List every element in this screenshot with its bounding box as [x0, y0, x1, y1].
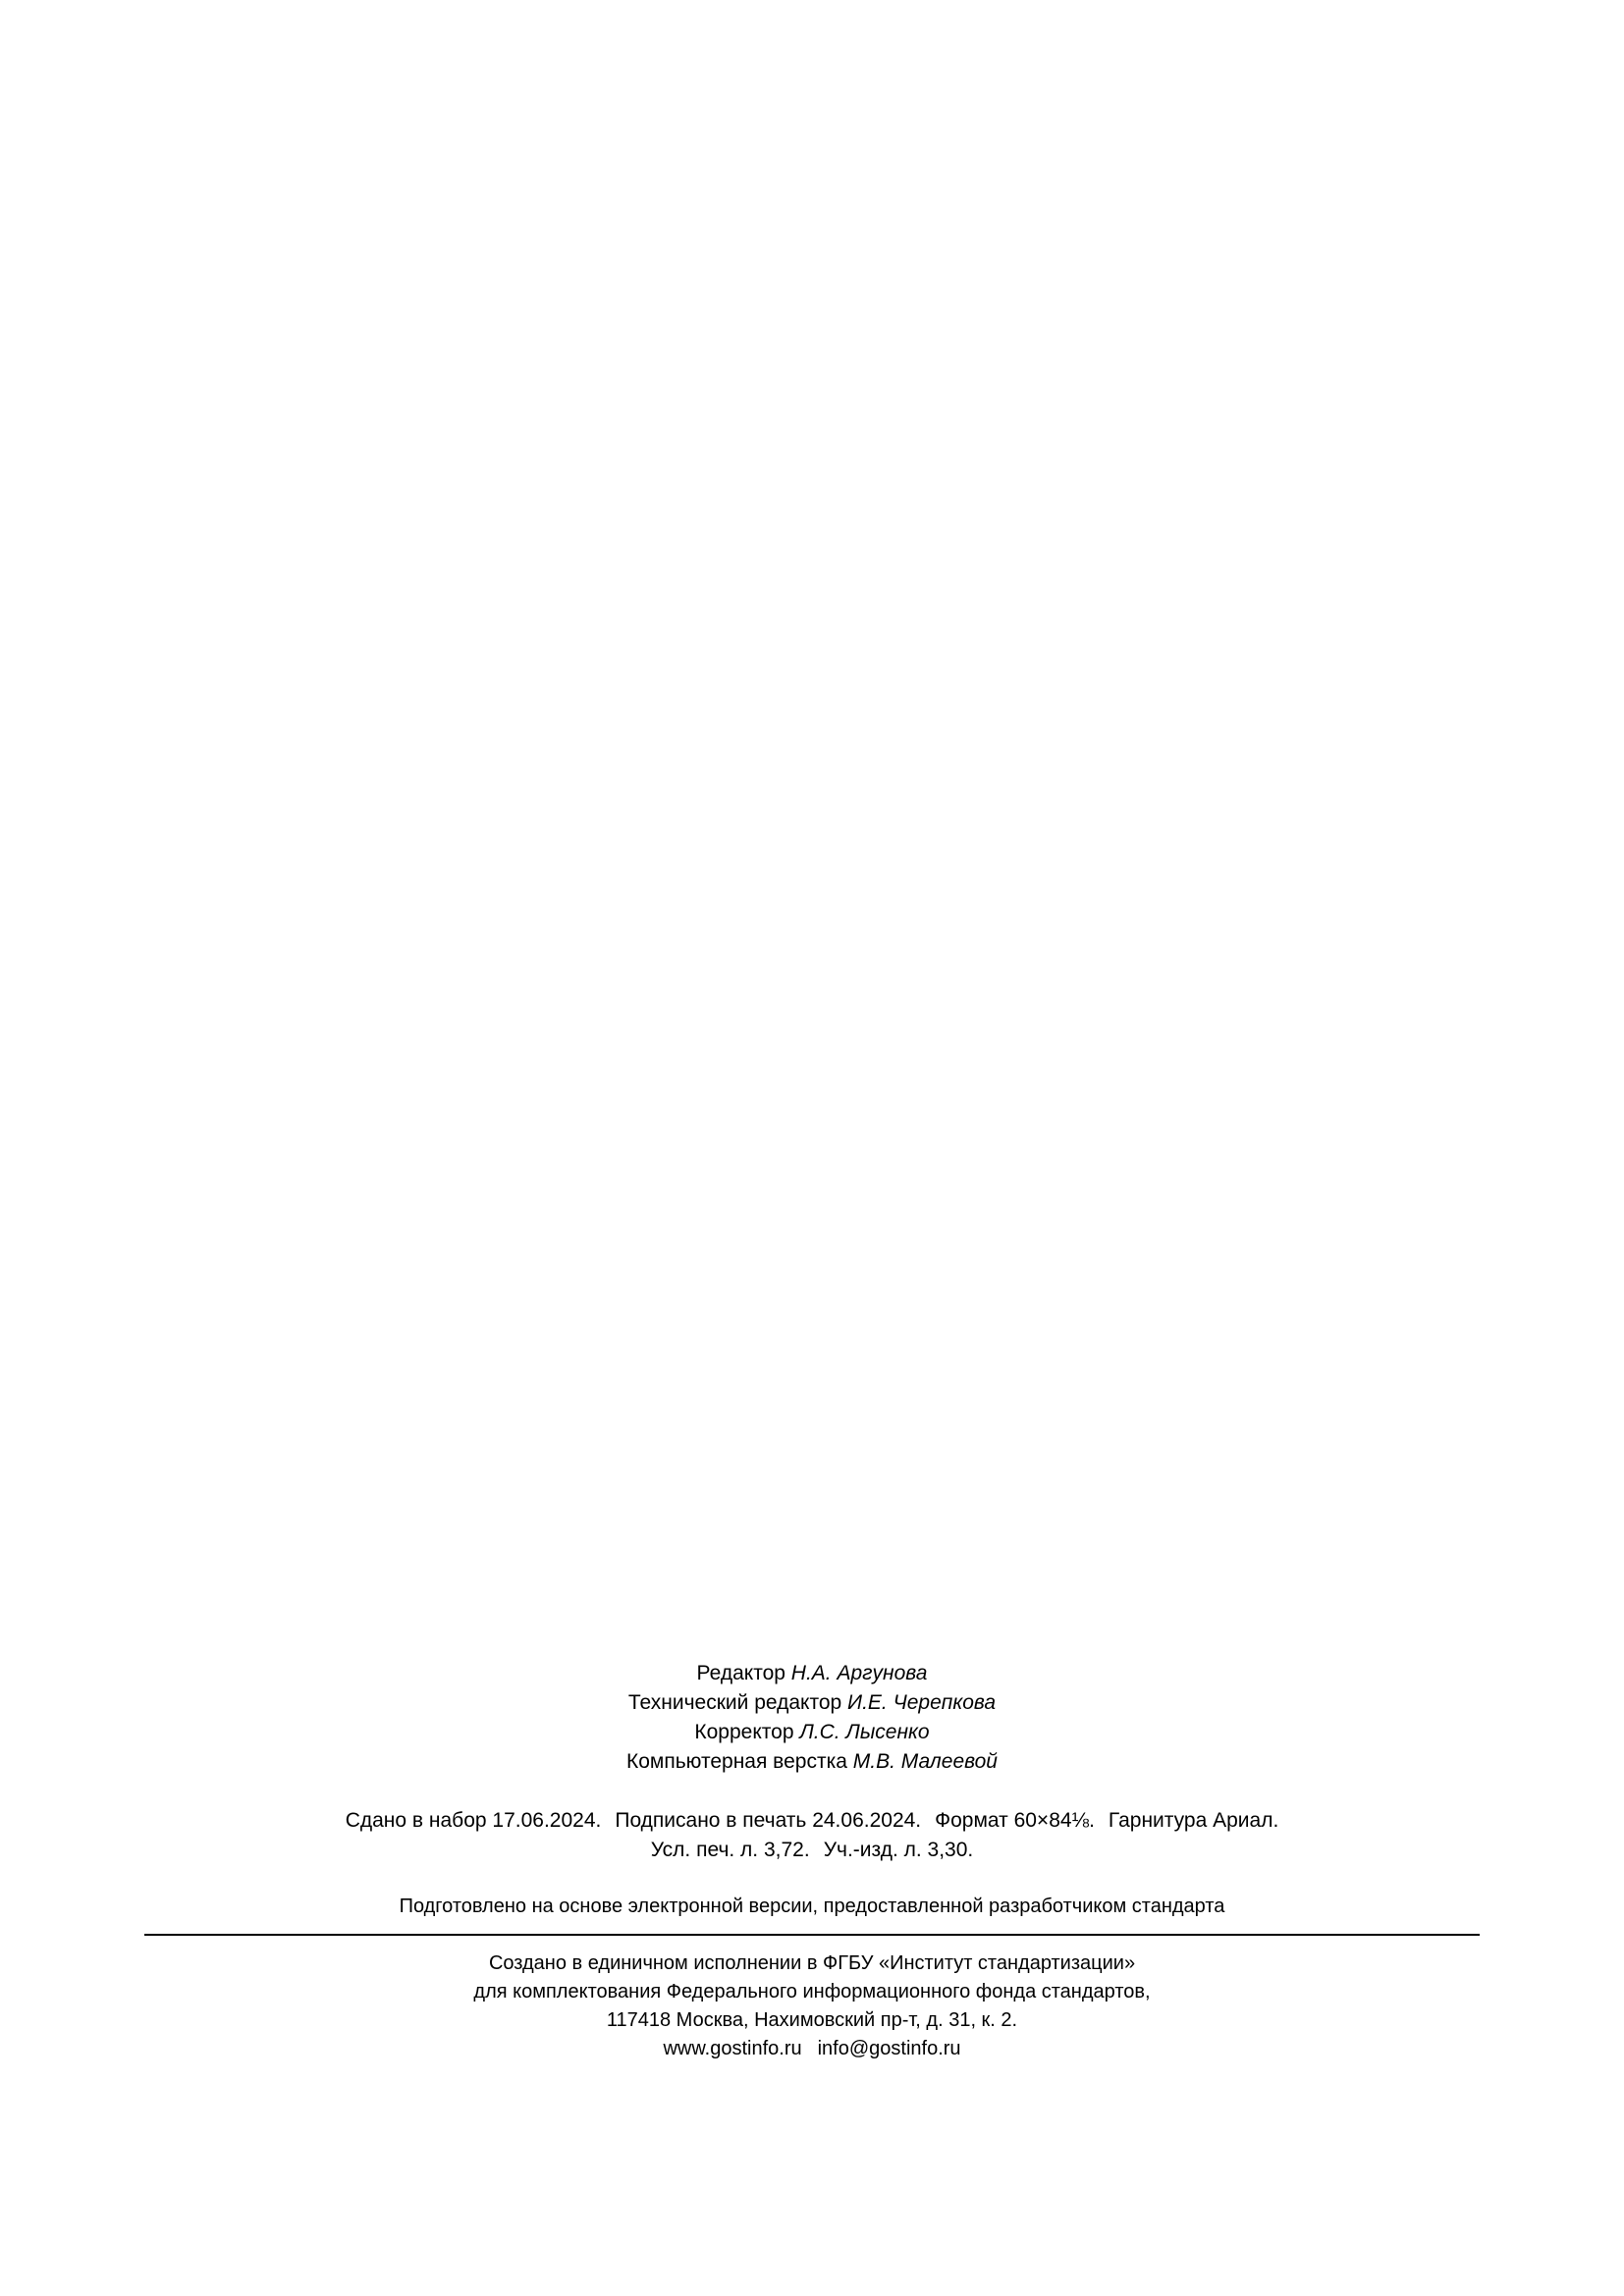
horizontal-divider	[144, 1934, 1480, 1936]
credit-layout	[0, 1747, 1624, 1777]
print-info-conventional-sheets: Усл. печ. л. 3,72.	[650, 1839, 810, 1861]
print-info-typeface: Гарнитура Ариал.	[1108, 1809, 1279, 1832]
publisher-line-2: для комплектования Федерального информационного фонда стандартов,	[473, 1981, 1151, 2002]
print-info-format: Формат 60×84⅛.	[935, 1809, 1095, 1832]
print-info-signed-date: Подписано в печать 24.06.2024.	[615, 1809, 922, 1832]
publisher-address: 117418 Москва, Нахимовский пр-т, д. 31, к. 2.	[606, 2009, 1018, 2031]
credit-editor-name: Н.А. Аргунова	[790, 1662, 928, 1684]
credit-technical-editor-name: И.Е. Черепкова	[847, 1691, 997, 1714]
print-info-typeset-date: Сдано в набор 17.06.2024.	[345, 1809, 602, 1832]
print-info-publishing-sheets: Уч.-изд. л. 3,30.	[823, 1839, 974, 1861]
credit-layout-name: М.В. Малеевой	[852, 1750, 998, 1773]
publisher-line-1: Создано в единичном исполнении в ФГБУ «Институт стандартизации»	[488, 1952, 1136, 1974]
publisher-website[interactable]: www.gostinfo.ru	[663, 2038, 802, 2059]
credit-editor	[0, 1659, 1624, 1688]
credit-layout-role: Компьютерная верстка	[626, 1750, 847, 1773]
credit-editor-role: Редактор	[696, 1662, 785, 1684]
credit-proofreader-role: Корректор	[694, 1721, 794, 1743]
publisher-contacts	[0, 2035, 1624, 2063]
publisher-block	[0, 1949, 1624, 2063]
credits-list	[0, 1659, 1624, 1777]
credit-proofreader	[0, 1718, 1624, 1747]
credit-technical-editor-role: Технический редактор	[627, 1691, 842, 1714]
colophon-block	[0, 1659, 1624, 2063]
prepared-note: Подготовлено на основе электронной версии, предоставленной разработчиком стандарта	[399, 1896, 1225, 1917]
credit-technical-editor	[0, 1688, 1624, 1718]
publisher-email[interactable]: info@gostinfo.ru	[817, 2038, 961, 2059]
credit-proofreader-name: Л.С. Лысенко	[799, 1721, 930, 1743]
print-info-block	[0, 1806, 1624, 1865]
print-info-line-1	[0, 1806, 1624, 1836]
print-info-line-2	[0, 1836, 1624, 1865]
